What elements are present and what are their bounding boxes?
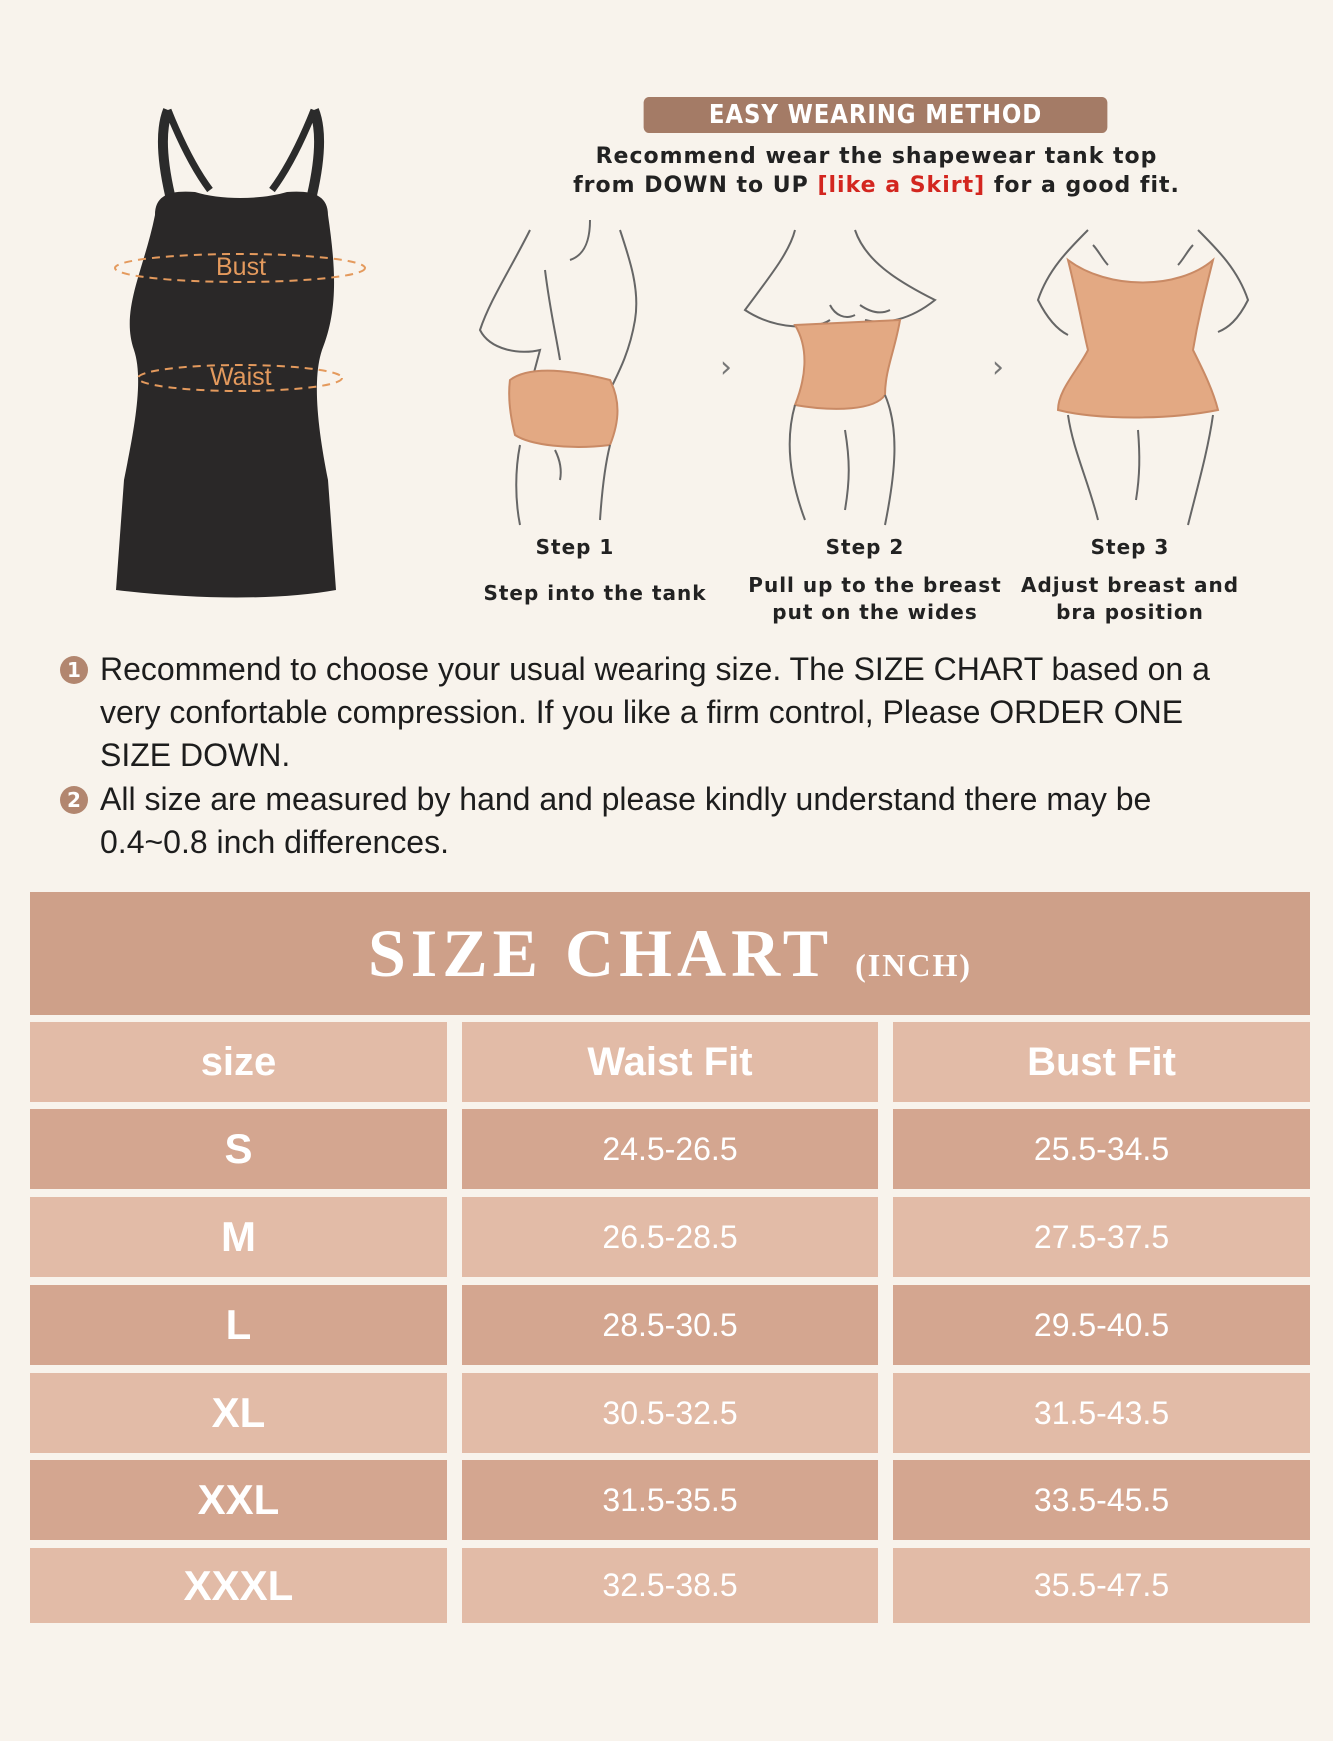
header-bust-fit: Bust Fit xyxy=(893,1022,1310,1102)
arrow-step-2-to-3: › xyxy=(992,350,1004,385)
step-3-text: Adjust breast and bra position xyxy=(1020,573,1240,624)
easy-wearing-method-banner: EASY WEARING METHOD xyxy=(644,97,1108,133)
step-1-illustration xyxy=(470,220,700,530)
note-1-number-icon: 1 xyxy=(60,656,88,684)
measurement-guides xyxy=(100,100,380,610)
size-chart-header xyxy=(30,892,1310,1015)
table-cell-waist-fit: 30.5-32.5 xyxy=(462,1373,878,1453)
table-cell-bust-fit: 35.5-47.5 xyxy=(893,1548,1310,1623)
step-1-title: Step 1 xyxy=(535,535,615,559)
step-3-illustration xyxy=(1028,220,1258,530)
skirt-highlight: [like a Skirt] xyxy=(817,173,986,198)
size-chart-unit: (INCH) xyxy=(855,947,973,983)
note-1-text: Recommend to choose your usual wearing size. The SIZE CHART based on a very confortable compression. If you like a firm control, Please ORDER ONE SIZE DOWN. xyxy=(100,651,1210,773)
table-cell-size: L xyxy=(30,1285,447,1365)
shapewear-tank-image xyxy=(100,100,380,610)
table-cell-waist-fit: 26.5-28.5 xyxy=(462,1197,878,1277)
description-line-2: from DOWN to UP [like a Skirt] for a good fit. xyxy=(573,173,1180,198)
table-cell-size: XXXL xyxy=(30,1548,447,1623)
table-cell-size: XXL xyxy=(30,1460,447,1540)
step-3-title: Step 3 xyxy=(1090,535,1170,559)
arrow-step-1-to-2: › xyxy=(720,350,732,385)
table-cell-bust-fit: 29.5-40.5 xyxy=(893,1285,1310,1365)
table-cell-bust-fit: 31.5-43.5 xyxy=(893,1373,1310,1453)
note-2-number-icon: 2 xyxy=(60,786,88,814)
step-1-text: Step into the tank xyxy=(483,581,707,605)
step-2-text: Pull up to the breast put on the wides xyxy=(748,573,1002,624)
table-cell-waist-fit: 32.5-38.5 xyxy=(462,1548,878,1623)
size-chart-title: SIZE CHART xyxy=(367,915,834,991)
bust-label: Bust xyxy=(216,253,267,281)
header-waist-fit: Waist Fit xyxy=(462,1022,878,1102)
note-2 xyxy=(60,778,1290,864)
table-cell-waist-fit: 28.5-30.5 xyxy=(462,1285,878,1365)
header-size: size xyxy=(30,1022,447,1102)
table-cell-bust-fit: 33.5-45.5 xyxy=(893,1460,1310,1540)
waist-label: Waist xyxy=(210,363,272,391)
table-cell-bust-fit: 25.5-34.5 xyxy=(893,1109,1310,1189)
table-cell-waist-fit: 24.5-26.5 xyxy=(462,1109,878,1189)
note-2-text: All size are measured by hand and please kindly understand there may be 0.4~0.8 inch differences. xyxy=(100,781,1152,860)
note-1 xyxy=(60,648,1290,777)
table-cell-waist-fit: 31.5-35.5 xyxy=(462,1460,878,1540)
description-line-1: Recommend wear the shapewear tank top xyxy=(595,144,1158,169)
step-2-illustration xyxy=(735,220,955,530)
wearing-method-description xyxy=(560,142,1193,200)
table-cell-size: M xyxy=(30,1197,447,1277)
table-cell-size: XL xyxy=(30,1373,447,1453)
table-cell-size: S xyxy=(30,1109,447,1189)
step-2-title: Step 2 xyxy=(825,535,905,559)
table-cell-bust-fit: 27.5-37.5 xyxy=(893,1197,1310,1277)
